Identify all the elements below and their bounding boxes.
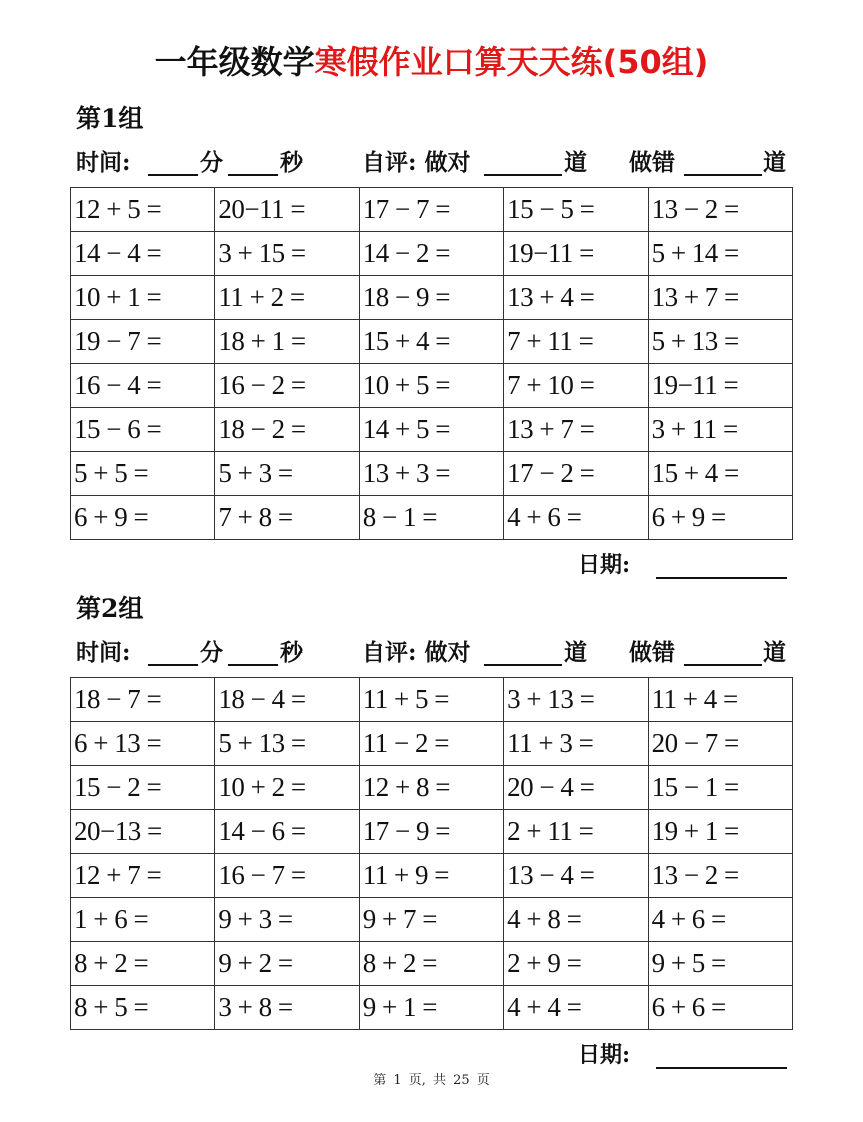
wrong-count-blank[interactable]: [684, 148, 762, 176]
group-2-problem-table: [70, 677, 793, 1030]
minute-label: 分: [200, 639, 223, 666]
problem-cell: 7 + 11 =: [504, 320, 648, 364]
problem-cell: 5 + 14 =: [648, 232, 792, 276]
table-row: [71, 364, 793, 408]
table-row: [71, 320, 793, 364]
problem-cell: 19 + 1 =: [648, 810, 792, 854]
problem-cell: 15 + 4 =: [648, 452, 792, 496]
title-red-part: 寒假作业口算天天练(50组): [314, 43, 709, 81]
problem-cell: 10 + 5 =: [359, 364, 503, 408]
problem-cell: 14 − 4 =: [71, 232, 215, 276]
page-footer: 第 1 页, 共 25 页: [373, 1073, 490, 1088]
problem-cell: 3 + 11 =: [648, 408, 792, 452]
problem-cell: 20−11 =: [215, 188, 359, 232]
problem-cell: 15 − 1 =: [648, 766, 792, 810]
problem-cell: 14 − 2 =: [359, 232, 503, 276]
problem-cell: 15 − 5 =: [504, 188, 648, 232]
table-row: [71, 810, 793, 854]
group-1-title: 第1组: [76, 104, 144, 133]
correct-count-blank[interactable]: [484, 638, 562, 666]
problem-cell: 4 + 4 =: [504, 986, 648, 1030]
problem-cell: 6 + 9 =: [71, 496, 215, 540]
wrong-count-blank[interactable]: [684, 638, 762, 666]
problem-cell: 17 − 9 =: [359, 810, 503, 854]
problem-cell: 4 + 6 =: [648, 898, 792, 942]
problem-cell: 5 + 13 =: [215, 722, 359, 766]
problem-cell: 20 − 7 =: [648, 722, 792, 766]
group-1-date-label: 日期:: [578, 552, 631, 578]
table-row: [71, 678, 793, 722]
second-label: 秒: [280, 639, 303, 666]
problem-cell: 9 + 1 =: [359, 986, 503, 1030]
seconds-blank[interactable]: [228, 148, 278, 176]
problem-cell: 20 − 4 =: [504, 766, 648, 810]
problem-cell: 17 − 7 =: [359, 188, 503, 232]
second-label: 秒: [280, 149, 303, 176]
table-row: [71, 452, 793, 496]
problem-cell: 8 + 2 =: [71, 942, 215, 986]
minutes-blank[interactable]: [148, 148, 198, 176]
group-2-date-label: 日期:: [578, 1042, 631, 1068]
problem-cell: 17 − 2 =: [504, 452, 648, 496]
table-row: [71, 986, 793, 1030]
table-row: [71, 276, 793, 320]
wrong-unit-label: 道: [763, 149, 786, 176]
problem-cell: 15 + 4 =: [359, 320, 503, 364]
problem-cell: 11 − 2 =: [359, 722, 503, 766]
problem-cell: 14 − 6 =: [215, 810, 359, 854]
page-title: [0, 40, 863, 84]
group-2-title: 第2组: [76, 594, 144, 623]
minute-label: 分: [200, 149, 223, 176]
problem-cell: 12 + 7 =: [71, 854, 215, 898]
time-label: 时间:: [76, 639, 131, 666]
problem-cell: 11 + 2 =: [215, 276, 359, 320]
table-row: [71, 232, 793, 276]
problem-cell: 3 + 15 =: [215, 232, 359, 276]
problem-cell: 11 + 3 =: [504, 722, 648, 766]
problem-cell: 11 + 5 =: [359, 678, 503, 722]
problem-cell: 2 + 11 =: [504, 810, 648, 854]
problem-cell: 19 − 7 =: [71, 320, 215, 364]
problem-cell: 4 + 6 =: [504, 496, 648, 540]
group-1-problem-table: [70, 187, 793, 540]
problem-cell: 11 + 4 =: [648, 678, 792, 722]
problem-cell: 13 − 2 =: [648, 188, 792, 232]
problem-cell: 15 − 2 =: [71, 766, 215, 810]
problem-cell: 6 + 6 =: [648, 986, 792, 1030]
wrong-label: 做错: [629, 639, 675, 666]
group-2-info-row: [76, 636, 792, 670]
group-1-info-row: [76, 146, 792, 180]
problem-cell: 9 + 3 =: [215, 898, 359, 942]
problem-cell: 13 − 2 =: [648, 854, 792, 898]
problem-cell: 8 + 5 =: [71, 986, 215, 1030]
table-row: [71, 722, 793, 766]
table-row: [71, 766, 793, 810]
problem-cell: 10 + 1 =: [71, 276, 215, 320]
problem-cell: 3 + 8 =: [215, 986, 359, 1030]
problem-cell: 6 + 13 =: [71, 722, 215, 766]
minutes-blank[interactable]: [148, 638, 198, 666]
problem-cell: 3 + 13 =: [504, 678, 648, 722]
correct-unit-label: 道: [564, 639, 587, 666]
problem-cell: 13 + 3 =: [359, 452, 503, 496]
problem-cell: 18 − 9 =: [359, 276, 503, 320]
problem-cell: 5 + 5 =: [71, 452, 215, 496]
problem-cell: 12 + 8 =: [359, 766, 503, 810]
table-row: [71, 898, 793, 942]
correct-count-blank[interactable]: [484, 148, 562, 176]
problem-cell: 13 − 4 =: [504, 854, 648, 898]
wrong-label: 做错: [629, 149, 675, 176]
problem-cell: 1 + 6 =: [71, 898, 215, 942]
problem-cell: 20−13 =: [71, 810, 215, 854]
problem-cell: 18 + 1 =: [215, 320, 359, 364]
table-row: [71, 408, 793, 452]
problem-cell: 18 − 7 =: [71, 678, 215, 722]
problem-cell: 6 + 9 =: [648, 496, 792, 540]
group-1-date-blank[interactable]: [656, 577, 787, 579]
problem-cell: 9 + 2 =: [215, 942, 359, 986]
seconds-blank[interactable]: [228, 638, 278, 666]
problem-cell: 2 + 9 =: [504, 942, 648, 986]
problem-cell: 14 + 5 =: [359, 408, 503, 452]
table-row: [71, 188, 793, 232]
correct-unit-label: 道: [564, 149, 587, 176]
problem-cell: 19−11 =: [648, 364, 792, 408]
problem-cell: 4 + 8 =: [504, 898, 648, 942]
title-black-part: 一年级数学: [154, 43, 315, 81]
problem-cell: 11 + 9 =: [359, 854, 503, 898]
self-eval-correct-label: 自评: 做对: [362, 639, 471, 666]
problem-cell: 16 − 4 =: [71, 364, 215, 408]
problem-cell: 9 + 5 =: [648, 942, 792, 986]
problem-cell: 16 − 7 =: [215, 854, 359, 898]
problem-cell: 13 + 7 =: [648, 276, 792, 320]
wrong-unit-label: 道: [763, 639, 786, 666]
problem-cell: 18 − 2 =: [215, 408, 359, 452]
problem-cell: 19−11 =: [504, 232, 648, 276]
problem-cell: 7 + 10 =: [504, 364, 648, 408]
table-row: [71, 942, 793, 986]
problem-cell: 16 − 2 =: [215, 364, 359, 408]
problem-cell: 13 + 4 =: [504, 276, 648, 320]
problem-cell: 10 + 2 =: [215, 766, 359, 810]
table-row: [71, 854, 793, 898]
problem-cell: 8 − 1 =: [359, 496, 503, 540]
problem-cell: 13 + 7 =: [504, 408, 648, 452]
problem-cell: 5 + 3 =: [215, 452, 359, 496]
problem-cell: 7 + 8 =: [215, 496, 359, 540]
problem-cell: 5 + 13 =: [648, 320, 792, 364]
self-eval-correct-label: 自评: 做对: [362, 149, 471, 176]
problem-cell: 9 + 7 =: [359, 898, 503, 942]
problem-cell: 12 + 5 =: [71, 188, 215, 232]
problem-cell: 15 − 6 =: [71, 408, 215, 452]
problem-cell: 8 + 2 =: [359, 942, 503, 986]
time-label: 时间:: [76, 149, 131, 176]
table-row: [71, 496, 793, 540]
problem-cell: 18 − 4 =: [215, 678, 359, 722]
